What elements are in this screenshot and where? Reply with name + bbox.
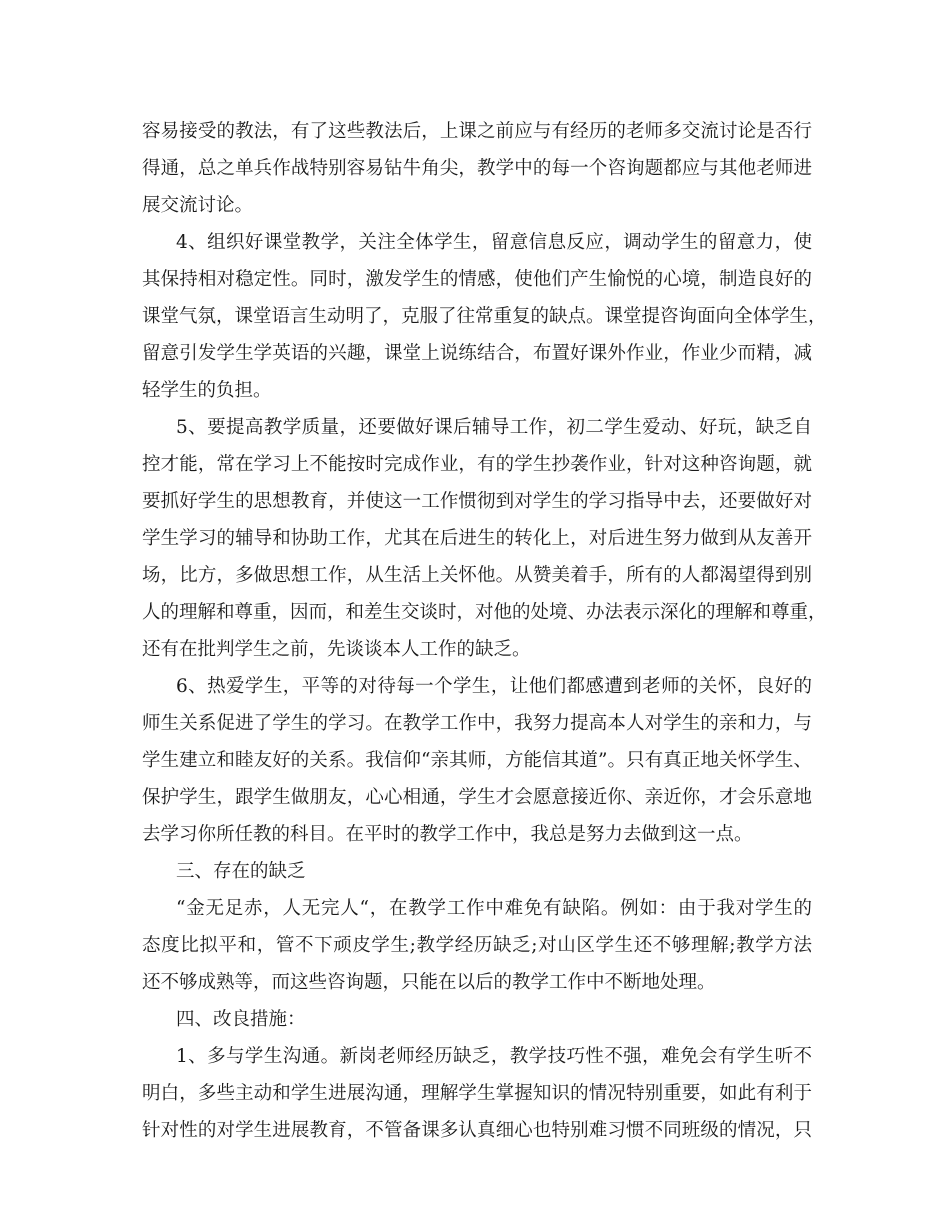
section-heading-improvements: 四、改良措施： [176,1009,306,1030]
section-heading-shortcomings: 三、存在的缺乏 [176,861,306,882]
paragraph-5-line: 5、要提高教学质量，还要做好课后辅导工作，初二学生爱动、好玩，缺乏自 [176,417,812,438]
paragraph-shortcomings-line: “金无足赤，人无完人“，在教学工作中难免有缺陷。例如：由于我对学生的 [176,898,812,919]
text-line: 控才能，常在学习上不能按时完成作业，有的学生抄袭作业，针对这种咨询题，就 [142,454,812,475]
text-line: 轻学生的负担。 [142,380,272,401]
text-line: 保护学生，跟学生做朋友，心心相通，学生才会愿意接近你、亲近你，才会乐意地 [142,787,812,808]
document-page [142,113,827,1149]
paragraph-improvement-1-line: 1、多与学生沟通。新岗老师经历缺乏，教学技巧性不强，难免会有学生听不 [176,1046,812,1067]
text-line: 明白，多些主动和学生进展沟通，理解学生掌握知识的情况特别重要，如此有利于 [142,1083,812,1104]
text-line: 展交流讨论。 [142,195,254,216]
paragraph-4-line: 4、组织好课堂教学，关注全体学生，留意信息反应，调动学生的留意力，使 [176,232,812,253]
text-line: 得通，总之单兵作战特别容易钻牛角尖，教学中的每一个咨询题都应与其他老师进 [142,158,812,179]
text-line: 容易接受的教法，有了这些教法后，上课之前应与有经历的老师多交流讨论是否行 [142,121,812,142]
text-line: 场，比方，多做思想工作，从生活上关怀他。从赞美着手，所有的人都渴望得到别 [142,565,812,586]
text-line: 态度比拟平和，管不下顽皮学生;教学经历缺乏;对山区学生还不够理解;教学方法 [142,935,812,956]
text-line: 留意引发学生学英语的兴趣，课堂上说练结合，布置好课外作业，作业少而精，减 [142,343,812,364]
text-line: 学生建立和睦友好的关系。我信仰“亲其师，方能信其道”。只有真正地关怀学生、 [142,750,812,771]
paragraph-6-line: 6、热爱学生，平等的对待每一个学生，让他们都感遭到老师的关怀，良好的 [176,676,812,697]
text-line: 要抓好学生的思想教育，并使这一工作惯彻到对学生的学习指导中去，还要做好对 [142,491,812,512]
text-line: 去学习你所任教的科目。在平时的教学工作中，我总是努力去做到这一点。 [142,824,753,845]
text-line: 还不够成熟等，而这些咨询题，只能在以后的教学工作中不断地处理。 [142,972,716,993]
text-line: 课堂气氛，课堂语言生动明了，克服了往常重复的缺点。课堂提咨询面向全体学生， [142,306,827,327]
text-line: 还有在批判学生之前，先谈谈本人工作的缺乏。 [142,639,531,660]
text-line: 其保持相对稳定性。同时，激发学生的情感，使他们产生愉悦的心境，制造良好的 [142,269,812,290]
text-line: 人的理解和尊重，因而，和差生交谈时，对他的处境、办法表示深化的理解和尊重， [142,602,827,623]
text-line: 师生关系促进了学生的学习。在教学工作中，我努力提高本人对学生的亲和力，与 [142,713,812,734]
text-line: 针对性的对学生进展教育，不管备课多认真细心也特别难习惯不同班级的情况，只 [142,1120,812,1141]
text-line: 学生学习的辅导和协助工作，尤其在后进生的转化上，对后进生努力做到从友善开 [142,528,812,549]
